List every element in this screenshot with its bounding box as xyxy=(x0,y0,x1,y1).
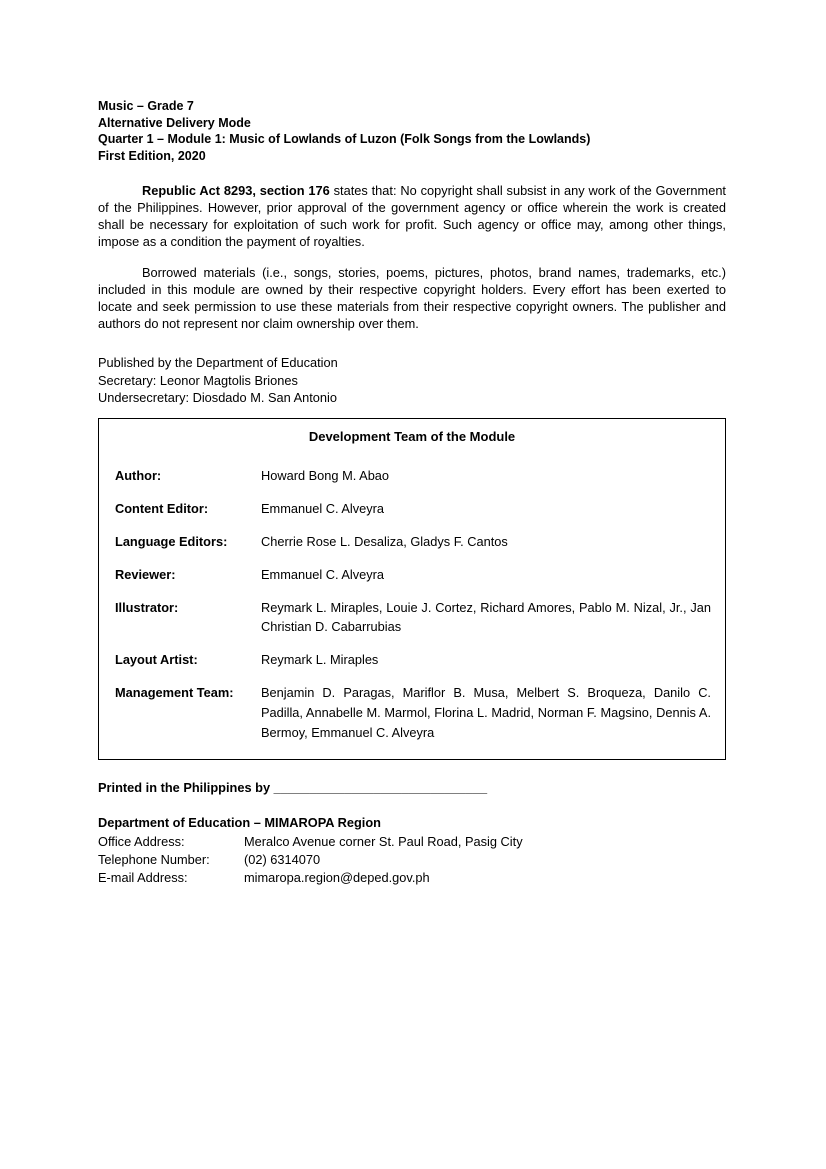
role-label: Author: xyxy=(115,468,162,484)
secretary: Secretary: Leonor Magtolis Briones xyxy=(98,372,298,388)
contact-row xyxy=(98,851,726,869)
module-edition: First Edition, 2020 xyxy=(98,148,206,163)
role-value: Reymark L. Miraples, Louie J. Cortez, Richard Amores, Pablo M. Nizal, Jr., Jan Christian D. Cabarrubias xyxy=(261,599,711,635)
table-row xyxy=(115,650,711,670)
module-subject: Music – Grade 7 xyxy=(98,99,194,113)
contact-label: E-mail Address: xyxy=(98,869,188,885)
contact-value: mimaropa.region@deped.gov.ph xyxy=(244,869,430,885)
role-label: Language Editors: xyxy=(115,533,228,549)
printed-in-line: Printed in the Philippines by ______________________________ xyxy=(98,779,488,795)
contact-label: Office Address: xyxy=(98,833,185,849)
module-delivery-mode: Alternative Delivery Mode xyxy=(98,115,251,130)
role-label: Illustrator: xyxy=(115,599,179,615)
role-label: Management Team: xyxy=(115,685,234,701)
table-row xyxy=(115,466,711,486)
role-value: Cherrie Rose L. Desaliza, Gladys F. Cantos xyxy=(261,533,508,549)
copyright-paragraph xyxy=(98,182,726,250)
table-row xyxy=(115,598,711,638)
development-team-rows xyxy=(99,466,725,758)
development-team-table xyxy=(98,418,726,759)
role-label: Layout Artist: xyxy=(115,652,198,668)
table-row xyxy=(115,532,711,552)
table-row xyxy=(99,419,726,759)
contact-row xyxy=(98,869,726,887)
republic-act-lead: Republic Act 8293, section 176 xyxy=(142,183,330,198)
module-title-block xyxy=(98,98,726,164)
table-row xyxy=(115,683,711,742)
development-team-cell xyxy=(99,419,726,759)
role-value: Emmanuel C. Alveyra xyxy=(261,566,385,582)
borrowed-materials-paragraph: Borrowed materials (i.e., songs, stories, poems, pictures, photos, brand names, trademarks, etc.) included in this module are owned by their respective copyright holders. Every effort has been exerted to locate and seek permission to use these materials from their respective copyright owners. The publisher and authors do not represent nor claim ownership over them. xyxy=(98,265,726,332)
contact-value: (02) 6314070 xyxy=(244,851,321,867)
publisher-block xyxy=(98,354,726,406)
contact-value: Meralco Avenue corner St. Paul Road, Pasig City xyxy=(244,833,523,849)
contact-row xyxy=(98,833,726,851)
module-quarter: Quarter 1 – Module 1: Music of Lowlands of Luzon (Folk Songs from the Lowlands) xyxy=(98,132,591,146)
role-value: Emmanuel C. Alveyra xyxy=(261,501,385,517)
table-row xyxy=(115,499,711,519)
copyright-text: states that: No copyright shall subsist in any work of the Government of the Philippines. However, prior approval of the government agency or office wherein the work is created shall be necessary for exploitation of such work for profit. Such agency or office may, among other things, impose as a condition the payment of royalties. xyxy=(98,183,726,250)
published-by: Published by the Department of Education xyxy=(98,355,338,371)
contact-label: Telephone Number: xyxy=(98,851,210,867)
role-value: Howard Bong M. Abao xyxy=(261,468,390,484)
development-team-header: Development Team of the Module xyxy=(308,429,516,445)
role-label: Content Editor: xyxy=(115,501,209,517)
undersecretary: Undersecretary: Diosdado M. San Antonio xyxy=(98,389,338,405)
role-label: Reviewer: xyxy=(115,566,176,582)
department-heading: Department of Education – MIMAROPA Region xyxy=(98,814,381,830)
role-value: Reymark L. Miraples xyxy=(261,652,379,668)
table-row xyxy=(115,565,711,585)
role-value: Benjamin D. Paragas, Mariflor B. Musa, Melbert S. Broqueza, Danilo C. Padilla, Annabelle M. Marmol, Florina L. Madrid, Norman F. Magsino, Dennis A. Bermoy, Emmanuel C. Alveyra xyxy=(261,685,711,740)
